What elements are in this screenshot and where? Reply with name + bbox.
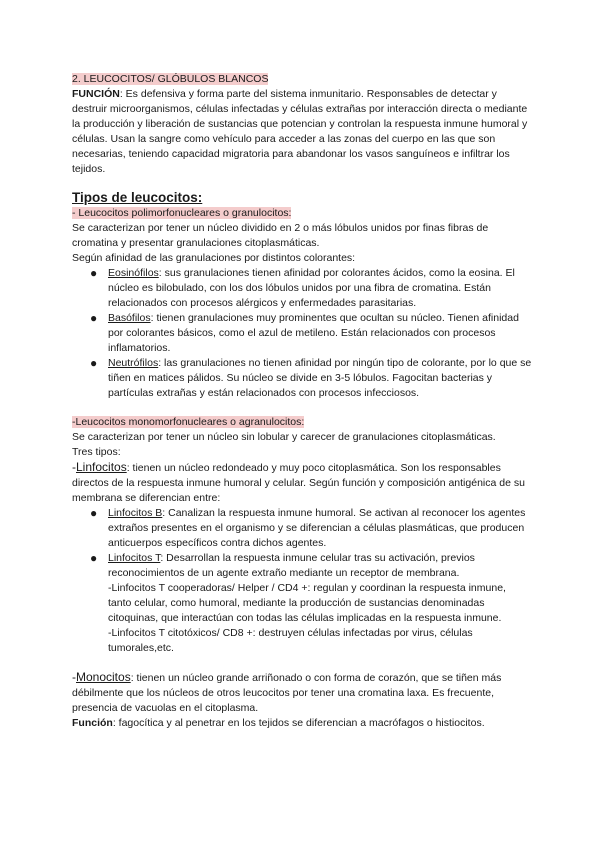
bullet-icon: ● bbox=[90, 266, 98, 280]
document-page bbox=[72, 72, 532, 731]
list-item: ● Eosinófilos: sus granulaciones tienen afinidad por colorantes ácidos, como la eosina. El núcleo es bilobulado, con los dos lóbulos unidos por una fibra de cromatina. Están relacionados con procesos alérgicos y enfermedades parasitarias. bbox=[90, 266, 515, 309]
monocitos-funcion: Función: fagocítica y al penetrar en los tejidos se diferencian a macrófagos o histiocitos. bbox=[72, 717, 485, 729]
agranulocitos-heading: -Leucocitos monomorfonucleares o agranulocitos: bbox=[72, 416, 305, 428]
bullet-icon: ● bbox=[90, 356, 98, 370]
linfocitos-list bbox=[72, 506, 532, 656]
granulocitos-list bbox=[72, 266, 532, 401]
granulocitos-heading: - Leucocitos polimorfonucleares o granulocitos: bbox=[72, 207, 292, 219]
linfocitos-t-citotoxicos: -Linfocitos T citotóxicos/ CD8 +: destruyen células infectadas por virus, células tumorales,etc. bbox=[108, 627, 473, 654]
granulocitos-intro: Se caracterizan por tener un núcleo dividido en 2 o más lóbulos unidos por finas fibras de cromatina y presentar granulaciones citoplasmáticas. bbox=[72, 222, 489, 249]
granulocitos-intro2: Según afinidad de las granulaciones por distintos colorantes: bbox=[72, 252, 356, 264]
funcion-paragraph: FUNCIÓN: Es defensiva y forma parte del sistema inmunitario. Responsables de detectar y destruir microorganismos, células infectadas y células extrañas por interacción directa o mediante la producción y liberación de sustancias que potencian y controlan la respuesta inmune humoral y células. Usan la sangre como vehículo para acceder a las zonas del cuerpo en las que son necesarias, teniendo capacidad migratoria para abandonar los vasos sanguíneos e infiltrar los tejidos. bbox=[72, 88, 528, 175]
linfocitos-paragraph: -Linfocitos: tienen un núcleo redondeado y muy poco citoplasmática. Son los responsables directos de la respuesta inmune humoral y celular. Según función y composición antigénica de su membrana se diferencian entre: bbox=[72, 460, 525, 504]
bullet-icon: ● bbox=[90, 506, 98, 520]
list-item: ● Basófilos: tienen granulaciones muy prominentes que ocultan su núcleo. Tienen afinidad por colorantes básicos, como el azul de metileno. Están relacionados con procesos inflamatorios. bbox=[90, 311, 519, 354]
linfocitos-t-helper: -Linfocitos T cooperadoras/ Helper / CD4 +: regulan y coordinan la respuesta inmune, tanto celular, como humoral, mediante la producción de sustancias denominadas citoquinas, que interactúan con todas las células implicadas en la respuesta inmune. bbox=[108, 582, 506, 624]
list-item: ● Linfocitos T: Desarrollan la respuesta inmune celular tras su activación, previos reconocimientos de un agente extraño mediante un receptor de membrana. -Linfocitos T cooperadoras/ Helper / CD4 +: regulan y coordinan la respuesta inmune, tanto celular, como humoral, mediante la producción de sustancias denominadas citoquinas, que interactúan con todas las células implicadas en la respuesta inmune. -Linfocitos T citotóxicos/ CD8 +: destruyen células infectadas por virus, células tumorales,etc. bbox=[108, 551, 532, 656]
section-title: 2. LEUCOCITOS/ GLÓBULOS BLANCOS bbox=[72, 73, 269, 85]
bullet-icon: ● bbox=[90, 551, 98, 565]
list-item: ● Neutrófilos: las granulaciones no tienen afinidad por ningún tipo de colorante, por lo que se tiñen en matices pálidos. Su núcleo se divide en 3-5 lóbulos. Fagocitan bacterias y partículas extrañas y están relacionados con procesos infecciosos. bbox=[90, 356, 532, 399]
monocitos-paragraph: -Monocitos: tienen un núcleo grande arriñonado o con forma de corazón, que se tiñen más débilmente que los núcleos de otros leucocitos por tener una cromatina laxa. Es frecuente, presencia de vacuolas en el citoplasma. bbox=[72, 670, 502, 714]
agranulocitos-intro: Se caracterizan por tener un núcleo sin lobular y carecer de granulaciones citoplasmáticas. bbox=[72, 431, 496, 443]
list-item: ● Linfocitos B: Canalizan la respuesta inmune humoral. Se activan al reconocer los agentes extraños presentes en el organismo y se diferencian a células plasmáticas, que producen anticuerpos específicos contra dichos agentes. bbox=[90, 506, 526, 549]
agranulocitos-intro2: Tres tipos: bbox=[72, 446, 121, 458]
tipos-heading: Tipos de leucocitos: bbox=[72, 190, 203, 205]
bullet-icon: ● bbox=[90, 311, 98, 325]
